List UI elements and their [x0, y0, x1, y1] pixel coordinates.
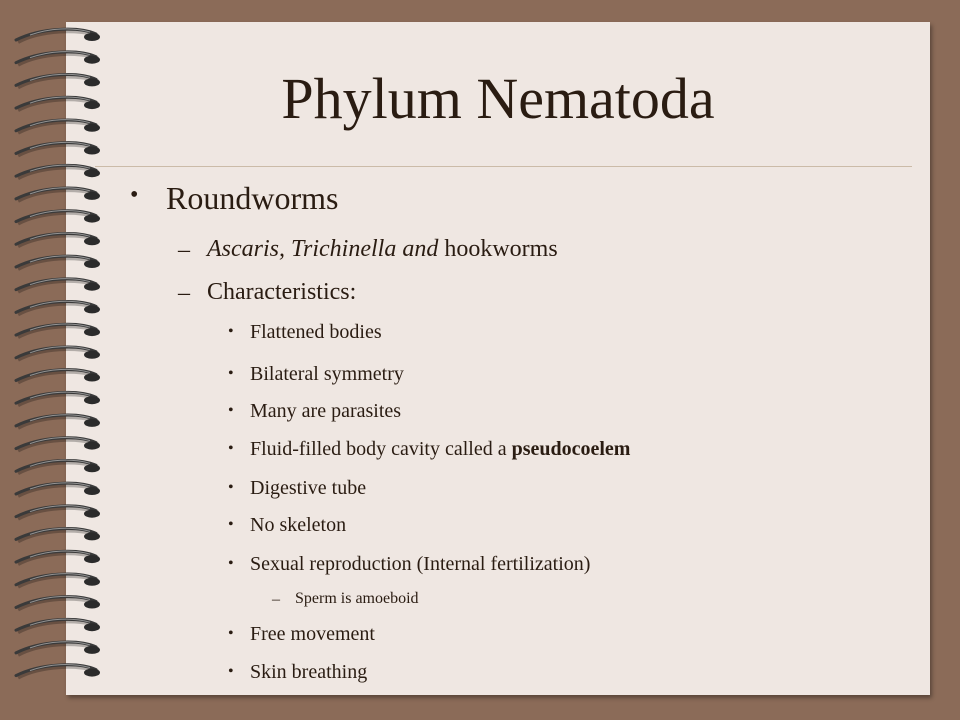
spiral-ring	[16, 460, 100, 473]
list-item: Bilateral symmetry	[250, 363, 404, 385]
bullet-icon: •	[228, 440, 234, 457]
list-item: Many are parasites	[250, 400, 402, 422]
list-item: No skeleton	[250, 514, 347, 536]
spiral-ring	[16, 551, 100, 564]
list-item-text: Fluid-filled body cavity called a	[250, 438, 512, 460]
spiral-ring	[16, 369, 100, 382]
characteristics-label: Characteristics:	[207, 279, 357, 305]
dash-icon: –	[178, 280, 190, 306]
spiral-ring	[16, 642, 100, 655]
dash-icon: –	[178, 237, 190, 263]
spiral-ring	[16, 301, 100, 314]
bullet-icon: •	[228, 323, 234, 340]
spiral-ring	[16, 279, 100, 292]
main-bullet-roundworms: Roundworms	[166, 180, 339, 216]
list-item	[250, 439, 630, 459]
spiral-ring	[16, 165, 100, 178]
spiral-ring	[16, 233, 100, 246]
bullet-icon: •	[228, 625, 234, 642]
spiral-ring	[16, 528, 100, 541]
list-item: Skin breathing	[250, 661, 368, 683]
list-item: Flattened bodies	[250, 321, 382, 343]
title-divider	[95, 166, 912, 167]
dash-icon: –	[272, 591, 280, 608]
sub-list-item: Sperm is amoeboid	[295, 590, 419, 607]
bullet-icon: •	[228, 402, 234, 419]
examples-plain: hookworms	[438, 236, 558, 262]
spiral-ring	[16, 256, 100, 269]
spiral-ring	[16, 574, 100, 587]
pseudocoelem-term: pseudocoelem	[511, 438, 631, 460]
list-item: Digestive tube	[250, 477, 367, 499]
spiral-ring	[16, 188, 100, 201]
spiral-ring	[16, 506, 100, 519]
examples-italic: Ascaris, Trichinella and	[207, 236, 439, 262]
list-item: Free movement	[250, 623, 375, 645]
bullet-icon: •	[228, 555, 234, 572]
slide-title: Phylum Nematoda	[281, 66, 715, 131]
bullet-icon: •	[228, 365, 234, 382]
spiral-ring	[16, 392, 100, 405]
list-item: Sexual reproduction (Internal fertilization)	[250, 553, 591, 575]
spiral-ring	[16, 664, 100, 677]
spiral-ring	[16, 619, 100, 632]
spiral-ring	[16, 210, 100, 223]
bullet-icon: •	[228, 663, 234, 680]
bullet-icon: •	[130, 182, 139, 208]
spiral-ring	[16, 347, 100, 360]
spiral-ring	[16, 324, 100, 337]
spiral-ring	[16, 596, 100, 609]
spiral-ring	[16, 437, 100, 450]
spiral-ring	[16, 483, 100, 496]
spiral-ring	[16, 415, 100, 428]
spiral-ring	[16, 52, 100, 65]
bullet-icon: •	[228, 516, 234, 533]
examples-line	[207, 237, 558, 261]
bullet-icon: •	[228, 479, 234, 496]
spiral-ring	[16, 29, 100, 42]
spiral-ring	[16, 142, 100, 155]
